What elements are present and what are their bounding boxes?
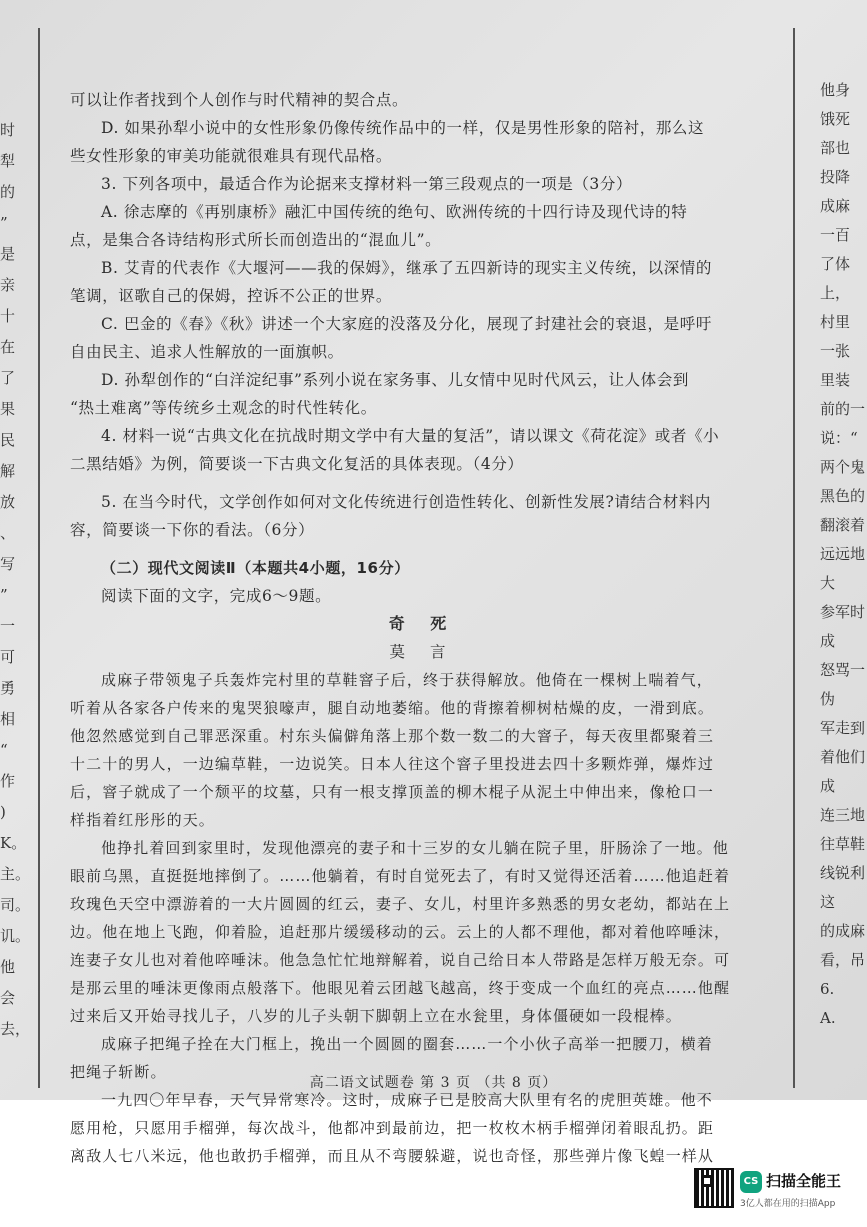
edge-fragment: 相 xyxy=(0,710,16,728)
edge-fragment: ” xyxy=(0,586,8,604)
right-margin-rule xyxy=(793,28,795,1088)
text-line: 可以让作者找到个人创作与时代精神的契合点。 xyxy=(70,91,409,109)
edge-fragment: 里装 xyxy=(820,371,851,389)
edge-fragment: 成麻 xyxy=(820,197,851,215)
edge-fragment: 一 xyxy=(0,617,16,635)
edge-fragment: “ xyxy=(0,741,8,759)
edge-fragment: 一张 xyxy=(820,342,851,360)
edge-fragment: 去， xyxy=(0,1020,31,1038)
edge-fragment: 连三地 xyxy=(820,806,866,824)
edge-fragment: 、 xyxy=(0,524,16,542)
text-line: 二黑结婚》为例，简要谈一下古典文化复活的具体表现。（4分） xyxy=(70,455,524,473)
questions-block xyxy=(70,86,775,478)
edge-fragment: 远远地 xyxy=(820,545,866,563)
text-line: 3. 下列各项中，最适合作为论据来支撑材料一第三段观点的一项是（3分） xyxy=(101,175,633,193)
edge-fragment: 前的一 xyxy=(820,400,866,418)
edge-fragment: 伪 xyxy=(820,690,836,708)
edge-fragment: 饿死 xyxy=(820,110,851,128)
edge-fragment: 怒骂一 xyxy=(820,661,866,679)
edge-fragment: 线锐利 xyxy=(820,864,866,882)
section-heading: （二）现代文阅读Ⅱ（本题共4小题，16分） xyxy=(101,559,410,577)
edge-fragment: 部也 xyxy=(820,139,851,157)
edge-fragment: 作 xyxy=(0,772,16,790)
edge-fragment: 成 xyxy=(820,632,836,650)
edge-fragment: 了体 xyxy=(820,255,851,273)
page-footer: 高二语文试题卷 第 3 页 （共 8 页） xyxy=(309,1075,558,1091)
edge-fragment: 会 xyxy=(0,989,16,1007)
reading-instruction: 阅读下面的文字，完成6～9题。 xyxy=(101,587,332,605)
edge-fragment: ) xyxy=(0,803,6,821)
edge-fragment: 亲 xyxy=(0,276,16,294)
brand-name: 扫描全能王 xyxy=(766,1172,842,1190)
edge-fragment: 讥。 xyxy=(0,927,31,945)
edge-fragment: 放 xyxy=(0,493,16,511)
story-line: 眼前乌黑，直挺挺地摔倒了。……他躺着，有时自觉死去了，有时又觉得还活着……他追赶着 xyxy=(70,867,731,885)
edge-fragment: 是 xyxy=(0,245,16,263)
edge-fragment: 民 xyxy=(0,431,16,449)
qr-code-icon xyxy=(694,1168,734,1208)
text-line: D. 如果孙犁小说中的女性形象仍像传统作品中的一样，仅是男性形象的陪衬，那么这 xyxy=(101,119,705,137)
edge-fragment: 看，吊 xyxy=(820,951,866,969)
text-line: B. 艾青的代表作《大堰河——我的保姆》，继承了五四新诗的现实主义传统，以深情的 xyxy=(101,259,712,277)
edge-fragment: 主。 xyxy=(0,865,31,883)
text-line: 点，是集合各诗结构形式所长而创造出的“混血儿”。 xyxy=(70,231,442,249)
edge-fragment: 6. xyxy=(820,980,835,998)
edge-fragment: 大 xyxy=(820,574,836,592)
text-line: 自由民主、追求人性解放的一面旗帜。 xyxy=(70,343,344,361)
edge-fragment: 的成麻 xyxy=(820,922,866,940)
text-line: 4. 材料一说“古典文化在抗战时期文学中有大量的复活”，请以课文《荷花淀》或者《小 xyxy=(101,427,720,445)
story-line: 是那云里的唾沫更像雨点般落下。他眼见着云团越飞越高，终于变成一个血红的亮点……他醒 xyxy=(70,979,731,997)
story-line: 成麻子带领鬼子兵轰炸完村里的草鞋窨子后，终于获得解放。他倚在一棵树上喘着气， xyxy=(101,671,713,689)
story-title: 奇 死 xyxy=(388,614,457,633)
brand-tagline: 3亿人都在用的扫描App xyxy=(740,1199,836,1209)
text-line: 容，简要谈一下你的看法。（6分） xyxy=(70,521,315,539)
edge-fragment: 说：“ xyxy=(820,429,858,447)
edge-fragment: 在 xyxy=(0,338,16,356)
edge-fragment: 勇 xyxy=(0,679,16,697)
story-line: 离敌人七八米远，他也敢扔手榴弹，而且从不弯腰躲避，说也奇怪，那些弹片像飞蝗一样从 xyxy=(70,1147,715,1165)
question-5-block xyxy=(70,488,775,544)
edge-fragment: 他身 xyxy=(820,81,851,99)
story-line: 把绳子斩断。 xyxy=(70,1063,167,1081)
edge-fragment: 可 xyxy=(0,648,16,666)
text-line: 些女性形象的审美功能就很难具有现代品格。 xyxy=(70,147,393,165)
story-line: 成麻子把绳子拴在大门框上，挽出一个圆圆的圈套……一个小伙子高举一把腰刀，横着 xyxy=(101,1035,713,1053)
text-line: 5. 在当今时代，文学创作如何对文化传统进行创造性转化、创新性发展?请结合材料内 xyxy=(101,493,712,511)
story-line: 他挣扎着回到家里时，发现他漂亮的妻子和十三岁的女儿躺在院子里，肝肠涂了一地。他 xyxy=(101,839,729,857)
edge-fragment: 果 xyxy=(0,400,16,418)
story-text xyxy=(70,666,775,1170)
story-line: 连妻子女儿也对着他啐唾沫。他急急忙忙地辩解着，说自己给日本人带路是怎样万般无奈。可 xyxy=(70,951,731,969)
text-line: A. 徐志摩的《再别康桥》融汇中国传统的绝句、欧洲传统的十四行诗及现代诗的特 xyxy=(101,203,688,221)
edge-fragment: 司。 xyxy=(0,896,31,914)
edge-fragment: 时 xyxy=(0,121,16,139)
edge-fragment: 军走到 xyxy=(820,719,866,737)
story-line: 十二十的男人，一边编草鞋，一边说笑。日本人往这个窨子里投进去四十多颗炸弹，爆炸过 xyxy=(70,755,715,773)
exam-content xyxy=(70,86,775,1170)
edge-fragment: 写 xyxy=(0,555,16,573)
edge-fragment: 他 xyxy=(0,958,16,976)
edge-fragment: 了 xyxy=(0,369,16,387)
edge-fragment: 解 xyxy=(0,462,16,480)
text-line: 笔调，讴歌自己的保姆，控诉不公正的世界。 xyxy=(70,287,393,305)
story-line: 听着从各家各户传来的鬼哭狼嚎声，腿自动地萎缩。他的背擦着柳树枯燥的皮，一滑到底。 xyxy=(70,699,715,717)
edge-fragment: 村里 xyxy=(820,313,851,331)
text-line: C. 巴金的《春》《秋》讲述一个大家庭的没落及分化，展现了封建社会的衰退，是呼吁 xyxy=(101,315,712,333)
text-line: “热土难离”等传统乡土观念的时代性转化。 xyxy=(70,399,377,417)
story-line: 他忽然感觉到自己罪恶深重。村东头偏僻角落上那个数一数二的大窨子，每天夜里都聚着三 xyxy=(70,727,715,745)
text-line: D. 孙犁创作的“白洋淀纪事”系列小说在家务事、儿女情中见时代风云，让人体会到 xyxy=(101,371,689,389)
edge-fragment: 的 xyxy=(0,183,16,201)
edge-fragment: 往草鞋 xyxy=(820,835,866,853)
left-margin-rule xyxy=(38,28,40,1088)
story-line: 样指着红彤彤的天。 xyxy=(70,811,215,829)
edge-fragment: 参军时 xyxy=(820,603,866,621)
edge-fragment: 两个鬼 xyxy=(820,458,866,476)
story-line: 后，窨子就成了一个颓平的坟墓，只有一根支撑顶盖的柳木棍子从泥土中伸出来，像枪口一 xyxy=(70,783,715,801)
story-line: 边。他在地上飞跑，仰着脸，追赶那片缓缓移动的云。云上的人都不理他，都对着他啐唾沫， xyxy=(70,923,731,941)
scanner-watermark xyxy=(694,1168,864,1218)
story-line: 愿用枪，只愿用手榴弹，每次战斗，他都冲到最前边，把一枚枚木柄手榴弹闭着眼乱扔。距 xyxy=(70,1119,715,1137)
edge-fragment: 黑色的 xyxy=(820,487,866,505)
edge-fragment: K。 xyxy=(0,834,27,852)
edge-fragment: A. xyxy=(820,1009,836,1027)
story-line: 过来后又开始寻找儿子，八岁的儿子头朝下脚朝上立在水瓮里，身体僵硬如一段棍棒。 xyxy=(70,1007,682,1025)
story-line: 一九四〇年早春，天气异常寒冷。这时，成麻子已是胶高大队里有名的虎胆英雄。他不 xyxy=(101,1091,713,1109)
edge-fragment: 成 xyxy=(820,777,836,795)
edge-fragment: 上， xyxy=(820,284,851,302)
story-author: 莫 言 xyxy=(389,643,456,661)
edge-fragment: 着他们 xyxy=(820,748,866,766)
edge-fragment: 翻滚着 xyxy=(820,516,866,534)
camscanner-logo-icon: CS xyxy=(740,1171,762,1193)
edge-fragment: 一百 xyxy=(820,226,851,244)
edge-fragment: ” xyxy=(0,214,8,232)
edge-fragment: 犁 xyxy=(0,152,16,170)
edge-fragment: 这 xyxy=(820,893,836,911)
story-line: 玫瑰色天空中漂游着的一大片圆圆的红云，妻子、女儿，村里许多熟悉的男女老幼，都站在上 xyxy=(70,895,731,913)
edge-fragment: 投降 xyxy=(820,168,851,186)
edge-fragment: 十 xyxy=(0,307,16,325)
